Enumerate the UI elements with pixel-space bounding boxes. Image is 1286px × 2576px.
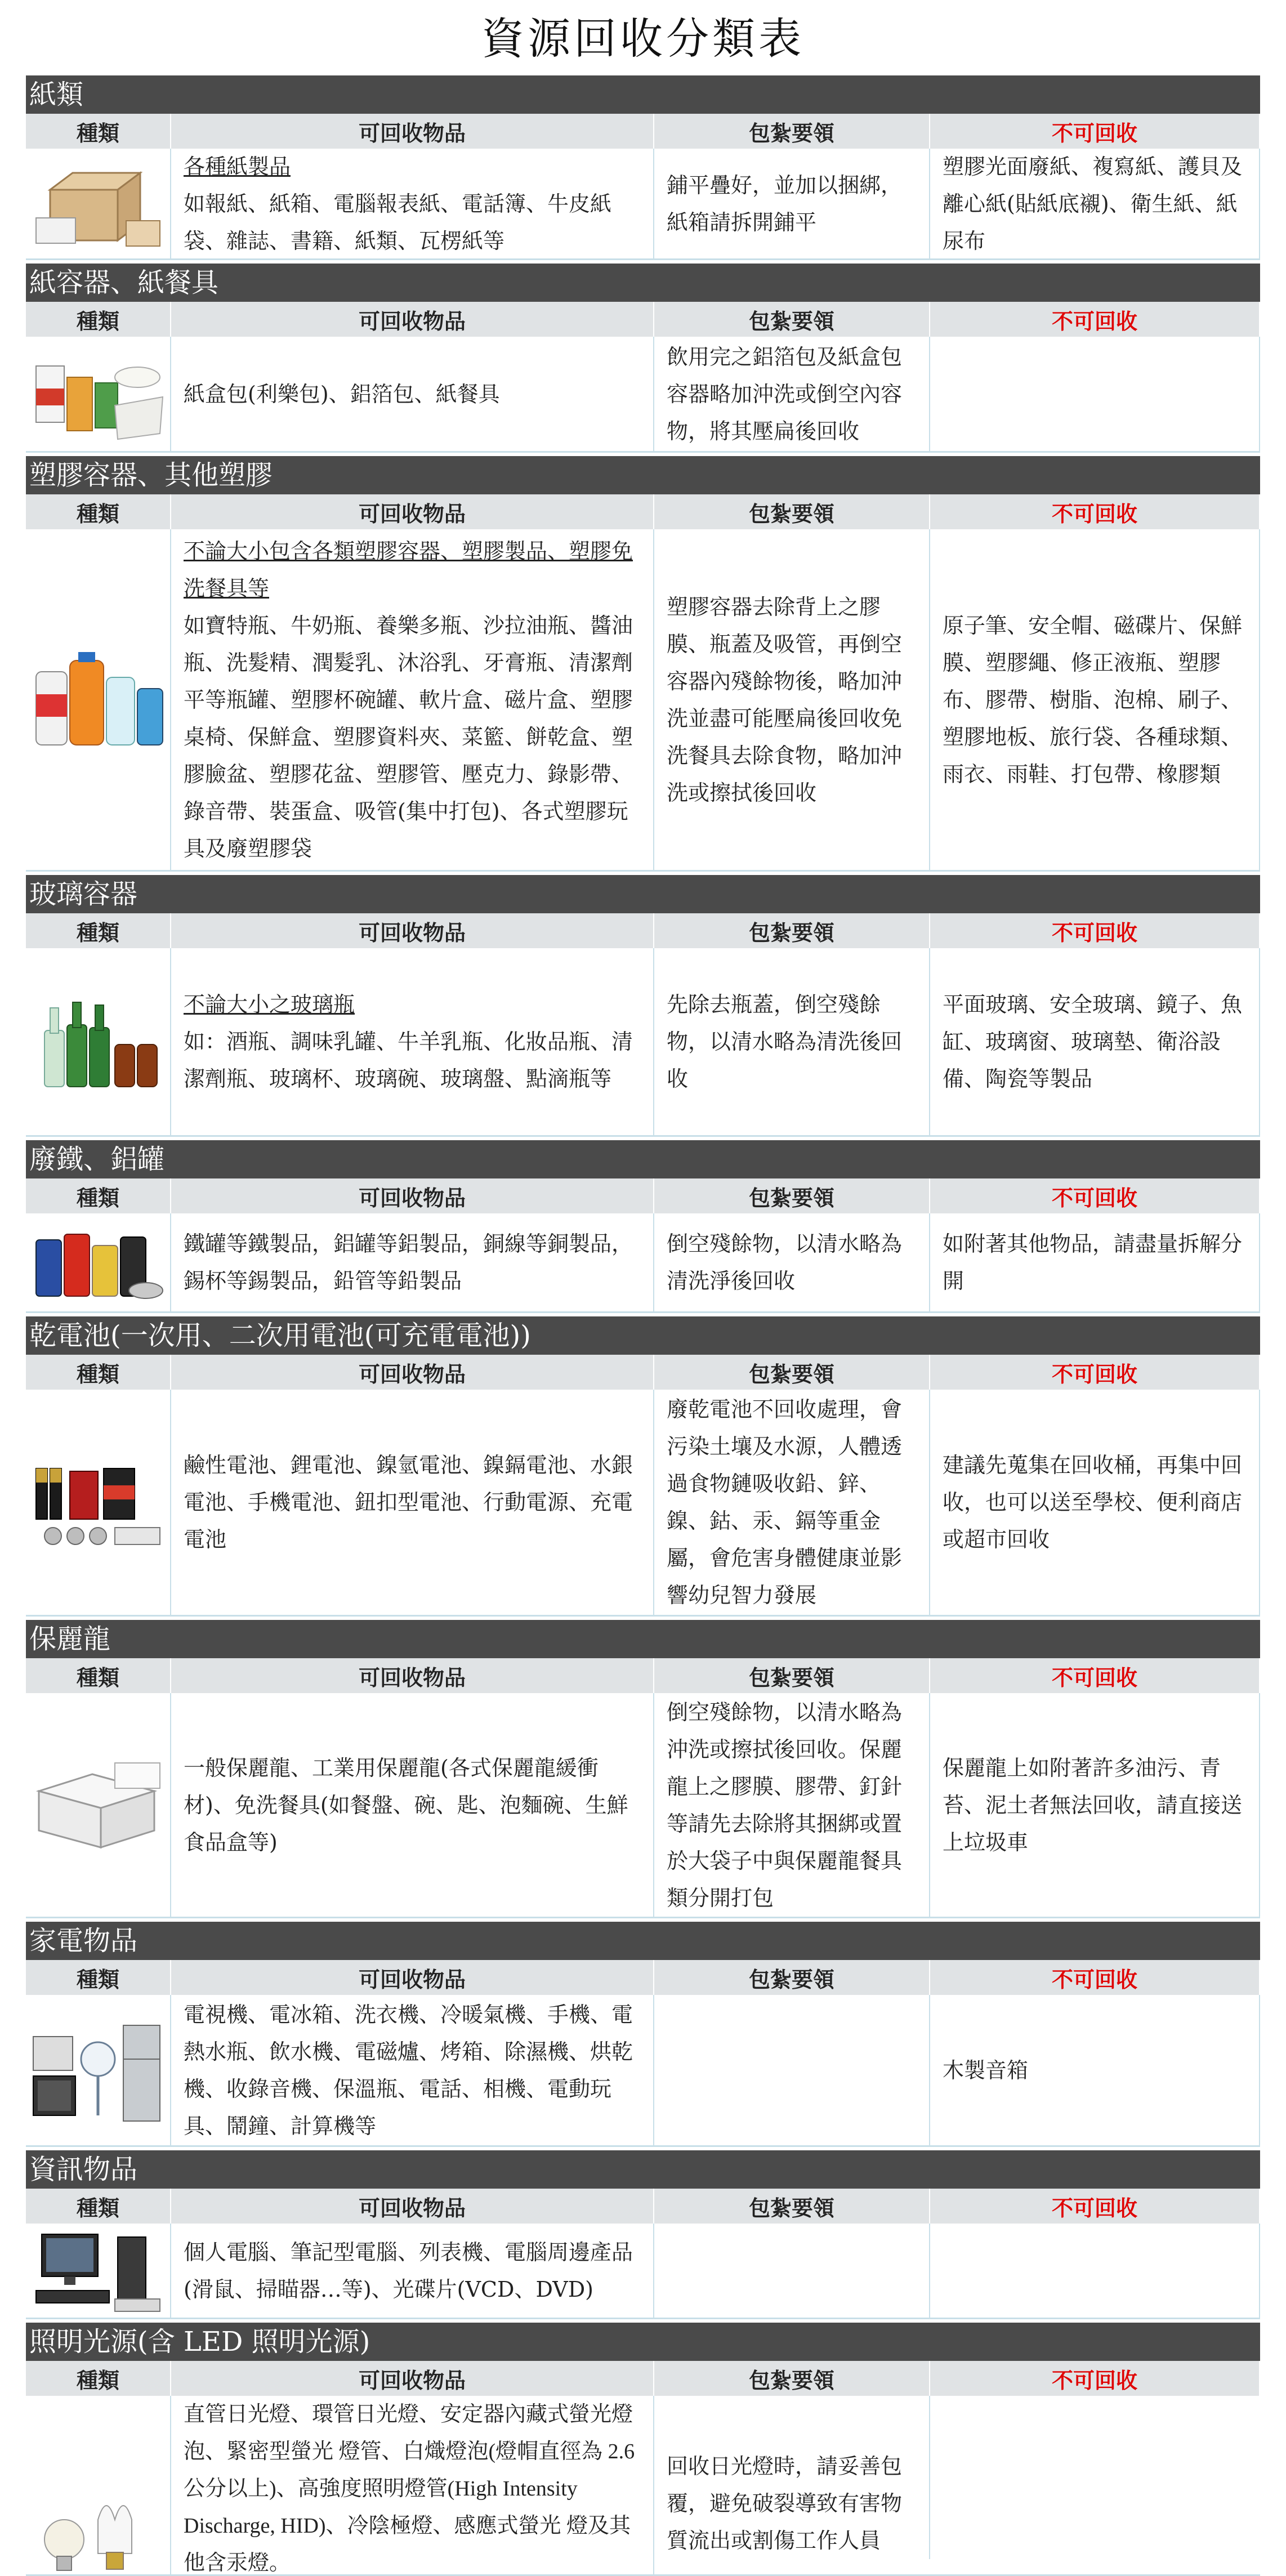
header-not-recyclable: 不可回收 <box>930 494 1260 529</box>
plastic-bottles-image <box>26 529 171 870</box>
column-header-row <box>26 114 1260 149</box>
header-type: 種類 <box>26 913 171 948</box>
items-title: 不論大小包含各類塑膠容器、塑膠製品、塑膠免洗餐具等 <box>184 538 633 601</box>
header-type: 種類 <box>26 302 171 337</box>
recyclable-items-cell: 一般保麗龍、工業用保麗龍(各式保麗龍緩衝材)、免洗餐具(如餐盤、碗、匙、泡麵碗、生鮮食品盒等) <box>171 1693 654 1917</box>
method-cell: 先除去瓶蓋，倒空殘餘物，以清水略為清洗後回收 <box>654 948 930 1135</box>
category-header-plastic: 塑膠容器、其他塑膠 <box>26 456 1260 494</box>
recyclable-items-cell: 鐵罐等鐵製品，鋁罐等鋁製品，銅線等銅製品，錫杯等錫製品，鉛管等鉛製品 <box>171 1213 654 1311</box>
recyclable-items-cell: 鹼性電池、鋰電池、鎳氫電池、鎳鎘電池、水銀電池、手機電池、鈕扣型電池、行動電源、充電電池 <box>171 1390 654 1615</box>
items-text: 如：酒瓶、調味乳罐、牛羊乳瓶、化妝品瓶、清潔劑瓶、玻璃杯、玻璃碗、玻璃盤、點滴瓶等 <box>184 1029 633 1091</box>
category-row-computers <box>26 2224 1260 2319</box>
header-items: 可回收物品 <box>171 494 654 529</box>
method-cell: 廢乾電池不回收處理，會污染土壤及水源，人體透過食物鏈吸收鉛、鋅、鎳、鈷、汞、鎘等重金屬，會危害身體健康並影響幼兒智力發展 <box>654 1390 930 1615</box>
home-appliances-image <box>26 1995 171 2145</box>
header-type: 種類 <box>26 2361 171 2396</box>
column-header-row <box>26 1178 1260 1213</box>
header-method: 包紮要領 <box>654 1960 930 1995</box>
paper-products-image <box>26 149 171 258</box>
column-header-row <box>26 913 1260 948</box>
header-items: 可回收物品 <box>171 1178 654 1213</box>
recycling-table <box>26 72 1260 2576</box>
header-method: 包紮要領 <box>654 494 930 529</box>
not-recyclable-cell: 建議先蒐集在回收桶，再集中回收，也可以送至學校、便利商店或超市回收 <box>930 1390 1260 1615</box>
recyclable-items-cell <box>171 948 654 1135</box>
category-header-glass: 玻璃容器 <box>26 875 1260 913</box>
method-cell <box>654 1995 930 2145</box>
header-items: 可回收物品 <box>171 1355 654 1390</box>
header-items: 可回收物品 <box>171 2189 654 2224</box>
category-header-lighting: 照明光源(含 LED 照明光源) <box>26 2323 1260 2361</box>
header-items: 可回收物品 <box>171 1658 654 1693</box>
category-row-styrofoam <box>26 1693 1260 1918</box>
header-type: 種類 <box>26 494 171 529</box>
items-title: 不論大小之玻璃瓶 <box>184 992 355 1017</box>
column-header-row <box>26 2189 1260 2224</box>
not-recyclable-cell: 保麗龍上如附著許多油污、青苔、泥土者無法回收，請直接送上垃圾車 <box>930 1693 1260 1917</box>
category-header-metal: 廢鐵、鋁罐 <box>26 1140 1260 1178</box>
method-cell <box>654 2224 930 2318</box>
column-header-row <box>26 494 1260 529</box>
document-title: 資源回收分類表 <box>481 14 805 64</box>
header-not-recyclable: 不可回收 <box>930 302 1260 337</box>
category-header-styrofoam: 保麗龍 <box>26 1620 1260 1658</box>
recyclable-items-cell: 紙盒包(利樂包)、鋁箔包、紙餐具 <box>171 337 654 451</box>
column-header-row <box>26 1960 1260 1995</box>
header-items: 可回收物品 <box>171 114 654 149</box>
category-header-batteries: 乾電池(一次用、二次用電池(可充電電池)) <box>26 1316 1260 1355</box>
header-method: 包紮要領 <box>654 114 930 149</box>
not-recyclable-cell: 塑膠光面廢紙、複寫紙、護貝及離心紙(貼紙底襯)、衛生紙、紙尿布 <box>930 149 1260 258</box>
category-row-batteries <box>26 1390 1260 1617</box>
category-header-computers: 資訊物品 <box>26 2150 1260 2189</box>
not-recyclable-cell: 木製音箱 <box>930 1995 1260 2145</box>
header-method: 包紮要領 <box>654 913 930 948</box>
header-type: 種類 <box>26 114 171 149</box>
header-items: 可回收物品 <box>171 1960 654 1995</box>
method-cell: 飲用完之鋁箔包及紙盒包容器略加沖洗或倒空內容物，將其壓扁後回收 <box>654 337 930 451</box>
header-items: 可回收物品 <box>171 913 654 948</box>
column-header-row <box>26 1658 1260 1693</box>
not-recyclable-cell: 平面玻璃、安全玻璃、鏡子、魚缸、玻璃窗、玻璃墊、衛浴設備、陶瓷等製品 <box>930 948 1260 1135</box>
header-not-recyclable: 不可回收 <box>930 114 1260 149</box>
not-recyclable-cell: 原子筆、安全帽、磁碟片、保鮮膜、塑膠繩、修正液瓶、塑膠布、膠帶、樹脂、泡棉、刷子、塑膠地板、旅行袋、各種球類、雨衣、雨鞋、打包帶、橡膠類 <box>930 529 1260 870</box>
items-text: 如寶特瓶、牛奶瓶、養樂多瓶、沙拉油瓶、醬油瓶、洗髮精、潤髮乳、沐浴乳、牙膏瓶、清潔劑平等瓶罐、塑膠杯碗罐、軟片盒、磁片盒、塑膠桌椅、保鮮盒、塑膠資料夾、菜籃、餅乾盒、塑膠臉盆、塑膠花盆、塑膠管、壓克力、錄影帶、錄音帶、裝蛋盒、吸管(集中打包)、各式塑膠玩具及廢塑膠袋 <box>184 613 633 861</box>
category-header-paper-containers: 紙容器、紙餐具 <box>26 264 1260 302</box>
category-row-glass <box>26 948 1260 1137</box>
recyclable-items-cell: 電視機、電冰箱、洗衣機、冷暖氣機、手機、電熱水瓶、飲水機、電磁爐、烤箱、除濕機、烘乾機、收錄音機、保溫瓶、電話、相機、電動玩具、鬧鐘、計算機等 <box>171 1995 654 2145</box>
method-cell: 回收日光燈時，請妥善包覆，避免破裂導致有害物質流出或割傷工作人員 <box>654 2396 930 2559</box>
not-recyclable-cell: 如附著其他物品，請盡量拆解分開 <box>930 1213 1260 1311</box>
header-not-recyclable: 不可回收 <box>930 1658 1260 1693</box>
header-not-recyclable: 不可回收 <box>930 913 1260 948</box>
header-items: 可回收物品 <box>171 2361 654 2396</box>
styrofoam-image <box>26 1693 171 1917</box>
header-not-recyclable: 不可回收 <box>930 2189 1260 2224</box>
recyclable-items-cell: 個人電腦、筆記型電腦、列表機、電腦周邊產品(滑鼠、掃瞄器…等)、光碟片(VCD、DVD) <box>171 2224 654 2318</box>
header-method: 包紮要領 <box>654 302 930 337</box>
items-text: 如報紙、紙箱、電腦報表紙、電話簿、牛皮紙袋、雜誌、書籍、紙類、瓦楞紙等 <box>184 191 612 253</box>
header-not-recyclable: 不可回收 <box>930 1960 1260 1995</box>
recyclable-items-cell <box>171 529 654 870</box>
light-bulbs-image <box>26 2396 171 2576</box>
glass-bottles-image <box>26 948 171 1135</box>
header-method: 包紮要領 <box>654 1658 930 1693</box>
column-header-row <box>26 302 1260 337</box>
header-method: 包紮要領 <box>654 2189 930 2224</box>
recyclable-items-cell <box>171 149 654 258</box>
not-recyclable-cell <box>930 2224 1260 2318</box>
header-type: 種類 <box>26 1658 171 1693</box>
paper-containers-image <box>26 337 171 451</box>
header-method: 包紮要領 <box>654 1178 930 1213</box>
category-header-paper: 紙類 <box>26 75 1260 114</box>
computer-image <box>26 2224 171 2318</box>
not-recyclable-cell <box>930 337 1260 451</box>
header-not-recyclable: 不可回收 <box>930 1355 1260 1390</box>
category-row-plastic <box>26 529 1260 872</box>
category-row-paper-containers <box>26 337 1260 453</box>
recyclable-items-cell: 直管日光燈、環管日光燈、安定器內藏式螢光燈泡、緊密型螢光 燈管、白熾燈泡(燈帽直徑為 2.6 公分以上)、高強度照明燈管(High Intensity Discharge, HID)、冷陰極燈、感應式螢光 燈及其他含汞燈。 <box>171 2396 654 2576</box>
header-type: 種類 <box>26 1960 171 1995</box>
category-row-paper <box>26 149 1260 260</box>
header-method: 包紮要領 <box>654 2361 930 2396</box>
header-type: 種類 <box>26 1178 171 1213</box>
method-cell: 塑膠容器去除背上之膠膜、瓶蓋及吸管，再倒空容器內殘餘物後，略加沖洗並盡可能壓扁後回收免洗餐具去除食物，略加沖洗或擦拭後回收 <box>654 529 930 870</box>
header-not-recyclable: 不可回收 <box>930 2361 1260 2396</box>
method-cell: 鋪平疊好，並加以捆綁，紙箱請拆開鋪平 <box>654 149 930 258</box>
header-type: 種類 <box>26 1355 171 1390</box>
category-row-lighting <box>26 2396 1260 2576</box>
header-method: 包紮要領 <box>654 1355 930 1390</box>
method-cell: 倒空殘餘物，以清水略為清洗淨後回收 <box>654 1213 930 1311</box>
category-header-appliances: 家電物品 <box>26 1922 1260 1960</box>
column-header-row <box>26 1355 1260 1390</box>
header-type: 種類 <box>26 2189 171 2224</box>
category-row-appliances <box>26 1995 1260 2147</box>
batteries-image <box>26 1390 171 1615</box>
column-header-row <box>26 2361 1260 2396</box>
items-title: 各種紙製品 <box>184 154 291 179</box>
metal-cans-image <box>26 1213 171 1311</box>
header-not-recyclable: 不可回收 <box>930 1178 1260 1213</box>
header-items: 可回收物品 <box>171 302 654 337</box>
method-cell: 倒空殘餘物，以清水略為沖洗或擦拭後回收。保麗龍上之膠膜、膠帶、釘針等請先去除將其捆綁或置於大袋子中與保麗龍餐具類分開打包 <box>654 1693 930 1917</box>
category-row-metal <box>26 1213 1260 1313</box>
